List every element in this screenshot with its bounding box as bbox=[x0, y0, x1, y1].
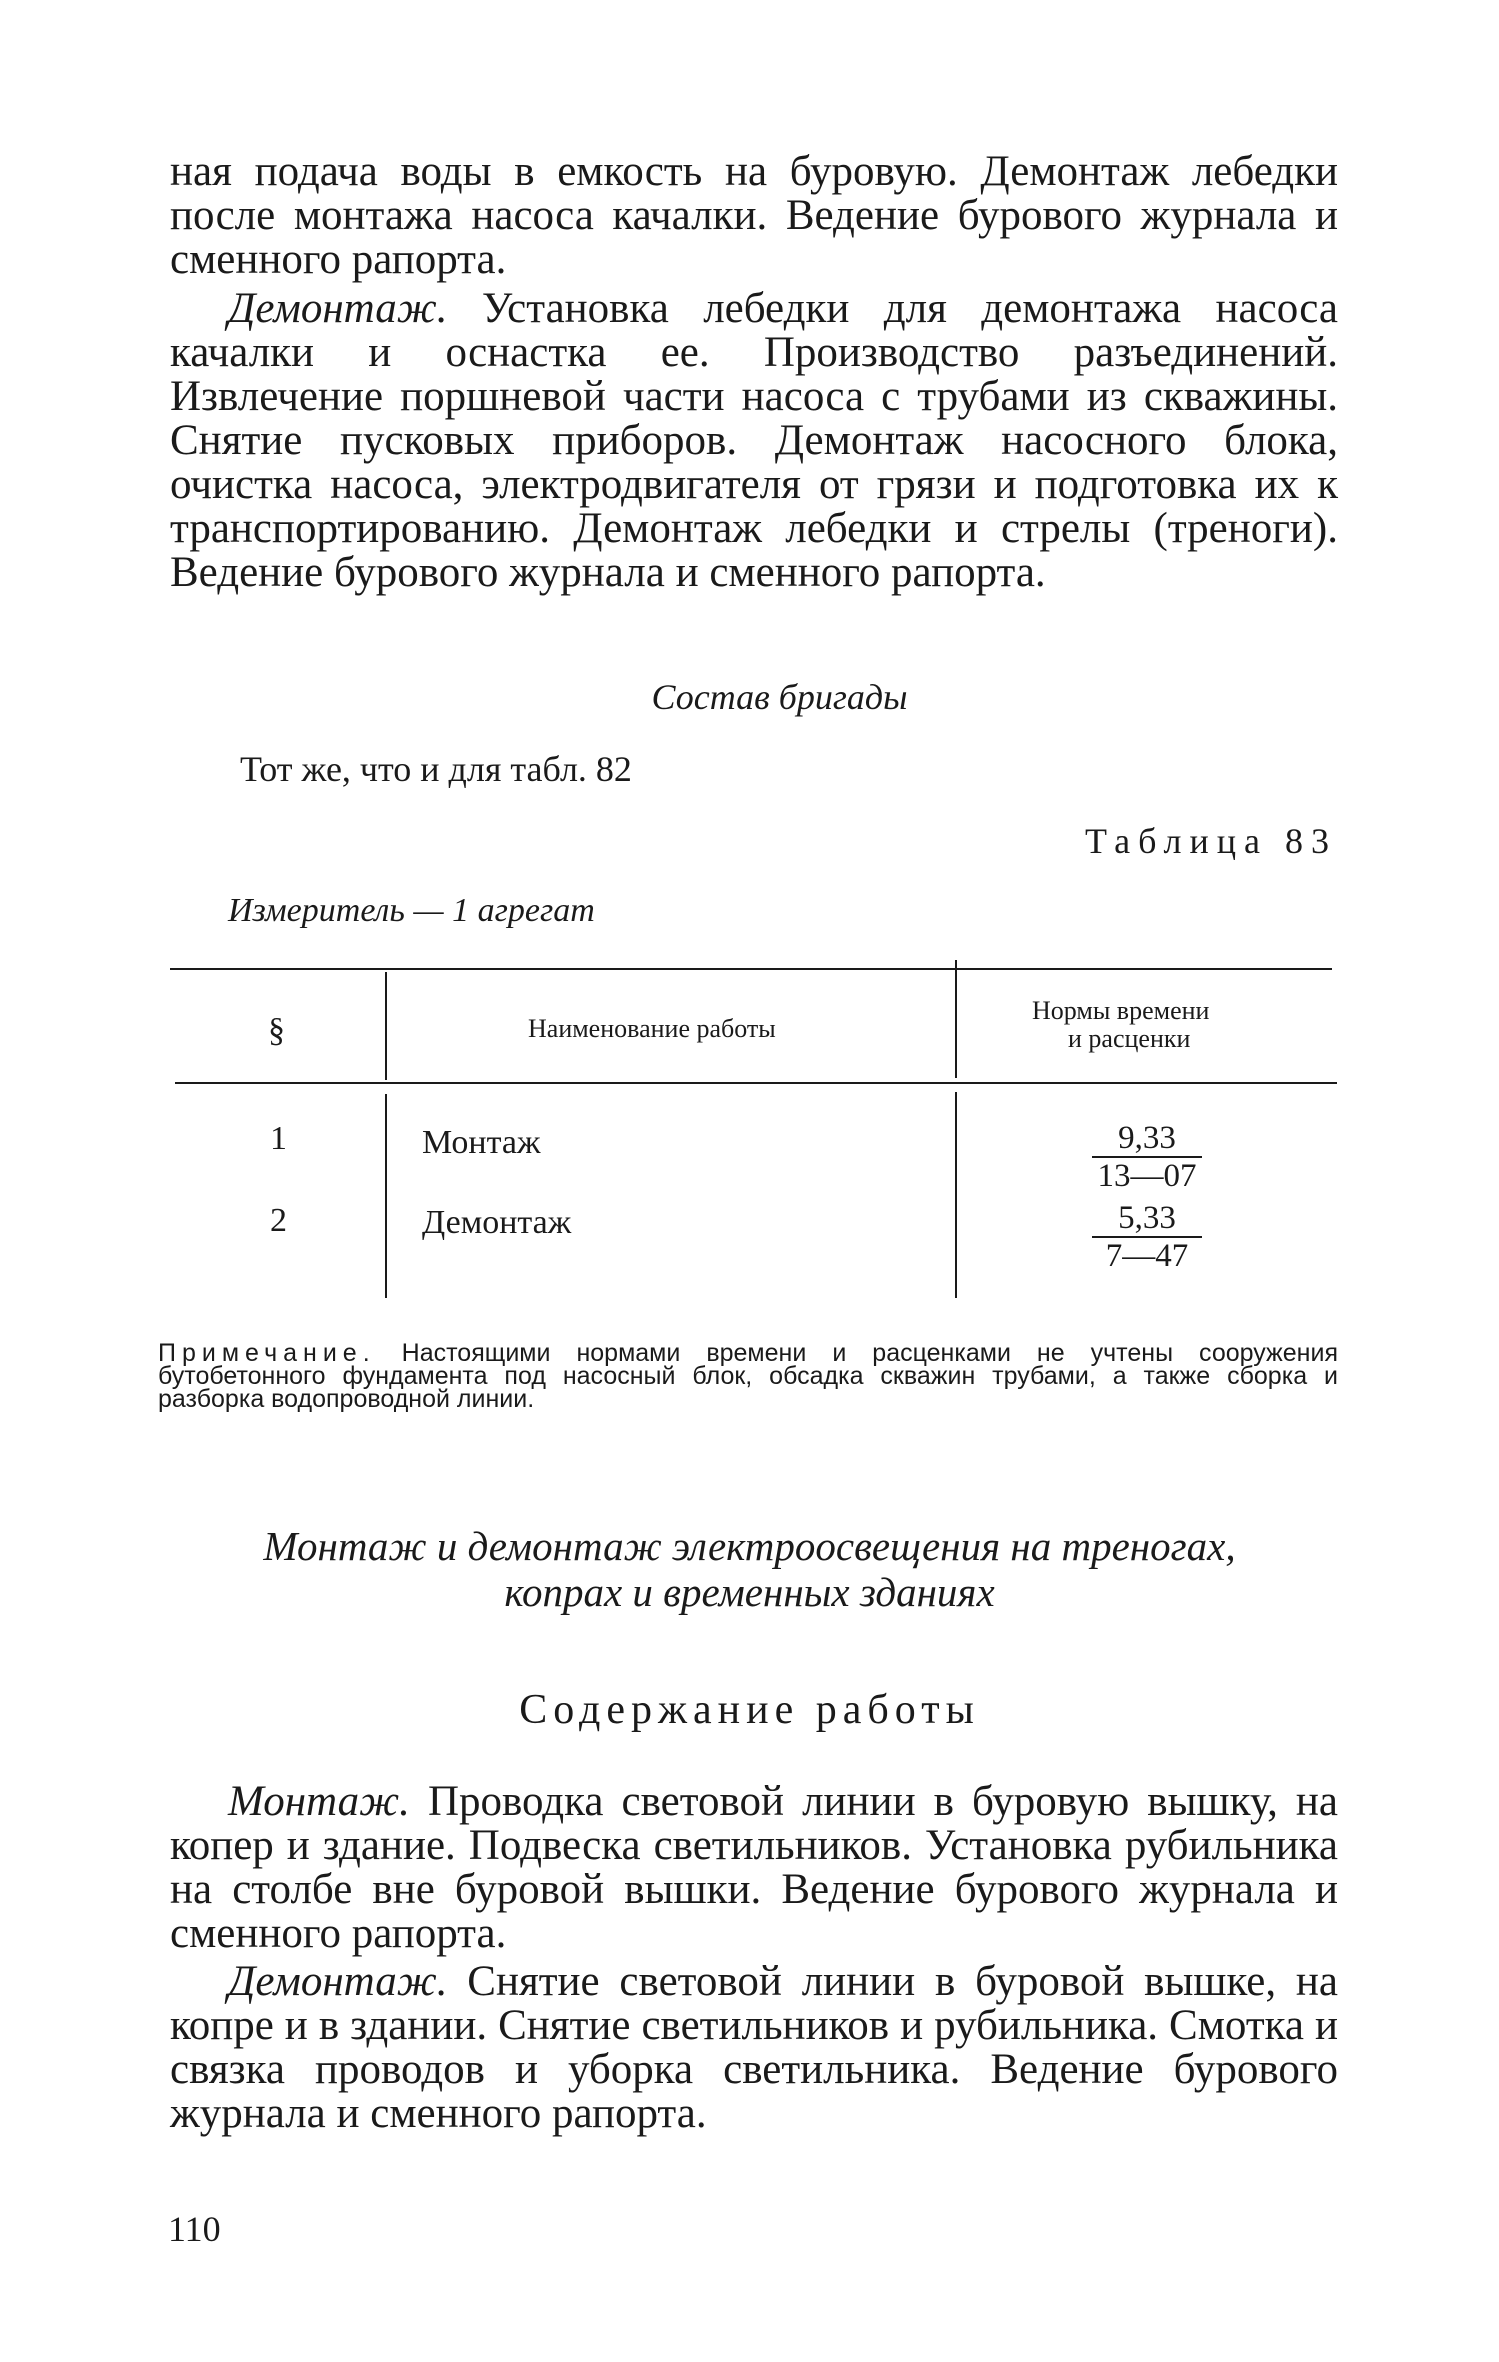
paragraph-mounting bbox=[170, 1780, 1338, 1956]
table-top-rule bbox=[170, 968, 1332, 970]
table-col-divider-2-body bbox=[955, 1092, 957, 1298]
table-row-2-name: Демонтаж bbox=[422, 1204, 572, 1241]
paragraph-body: Проводка световой линии в буровую вышку, на копер и здание. Подвеска светильников. Установка рубильника на столбе вне буровой вышки. Ведение бурового журнала и сменного рапорта. bbox=[170, 1778, 1338, 1957]
paragraph-lead: Монтаж. bbox=[228, 1778, 410, 1825]
norm-time: 5,33 bbox=[1092, 1200, 1202, 1238]
table-header-rule bbox=[175, 1082, 1337, 1084]
paragraph-continuation: ная подача воды в емкость на буровую. Демонтаж лебедки после монтажа насоса качалки. Ведение бурового журнала и сменного рапорта. bbox=[170, 148, 1338, 283]
note-text: Настоящими нормами времени и расценками не учтены сооружения бутобетонного фундамента под насосный блок, обсадка скважин трубами, а также сборка и разборка водопроводной линии. bbox=[158, 1339, 1338, 1413]
brigade-text: Тот же, что и для табл. 82 bbox=[240, 749, 632, 789]
table-header-norms-2: и расценки bbox=[1068, 1024, 1191, 1053]
section-title-line-2: копрах и временных зданиях bbox=[504, 1569, 995, 1615]
table-col-divider-2 bbox=[955, 960, 957, 1078]
paragraph-body: Снятие световой линии в буровой вышке, на копре и в здании. Снятие светильников и рубильника. Смотка и связка проводов и уборка светильника. Ведение бурового журнала и сменного рапорта. bbox=[170, 1958, 1338, 2137]
table-row-2-num: 2 bbox=[270, 1202, 287, 1239]
table-header-section: § bbox=[268, 1012, 285, 1049]
table-header-norms-1: Нормы времени bbox=[1032, 996, 1210, 1025]
norm-price: 13—07 bbox=[1097, 1158, 1197, 1194]
paragraph-lead: Демонтаж. bbox=[228, 285, 448, 332]
table-header-name: Наименование работы bbox=[528, 1014, 776, 1043]
table-note bbox=[158, 1339, 1338, 1413]
brigade-heading: Состав бригады bbox=[651, 677, 908, 717]
norm-price: 7—47 bbox=[1105, 1238, 1189, 1274]
paragraph-dismantling bbox=[170, 287, 1338, 595]
table-row-1-norm bbox=[1092, 1120, 1202, 1194]
table-row-1-num: 1 bbox=[270, 1120, 287, 1157]
paragraph-body: Установка лебедки для демонтажа насоса качалки и оснастка ее. Производство разъединений. Извлечение поршневой части насоса с трубами из скважины. Снятие пусковых приборов. Демонтаж насосного блока, очистка насоса, электродвигателя от грязи и подготовка их к транспортированию. Демонтаж лебедки и стрелы (треноги). Ведение бурового журнала и сменного рапорта. bbox=[170, 285, 1338, 596]
table-row-1-name: Монтаж bbox=[422, 1124, 541, 1161]
note-label: Примечание. bbox=[158, 1339, 376, 1367]
table-row-2-norm bbox=[1092, 1200, 1202, 1274]
paragraph-lead: Демонтаж. bbox=[228, 1958, 448, 2005]
table-label: Таблица 83 bbox=[1085, 821, 1337, 861]
norm-time: 9,33 bbox=[1092, 1120, 1202, 1158]
paragraph-dismantling-2 bbox=[170, 1960, 1338, 2136]
table-measure: Измеритель — 1 агрегат bbox=[228, 892, 595, 929]
table-col-divider-1-body bbox=[385, 1094, 387, 1298]
section-subtitle: Содержание работы bbox=[519, 1687, 980, 1733]
table-col-divider-1 bbox=[385, 972, 387, 1080]
section-title-line-1: Монтаж и демонтаж электроосвещения на треногах, bbox=[263, 1523, 1236, 1569]
page-number: 110 bbox=[168, 2209, 221, 2249]
